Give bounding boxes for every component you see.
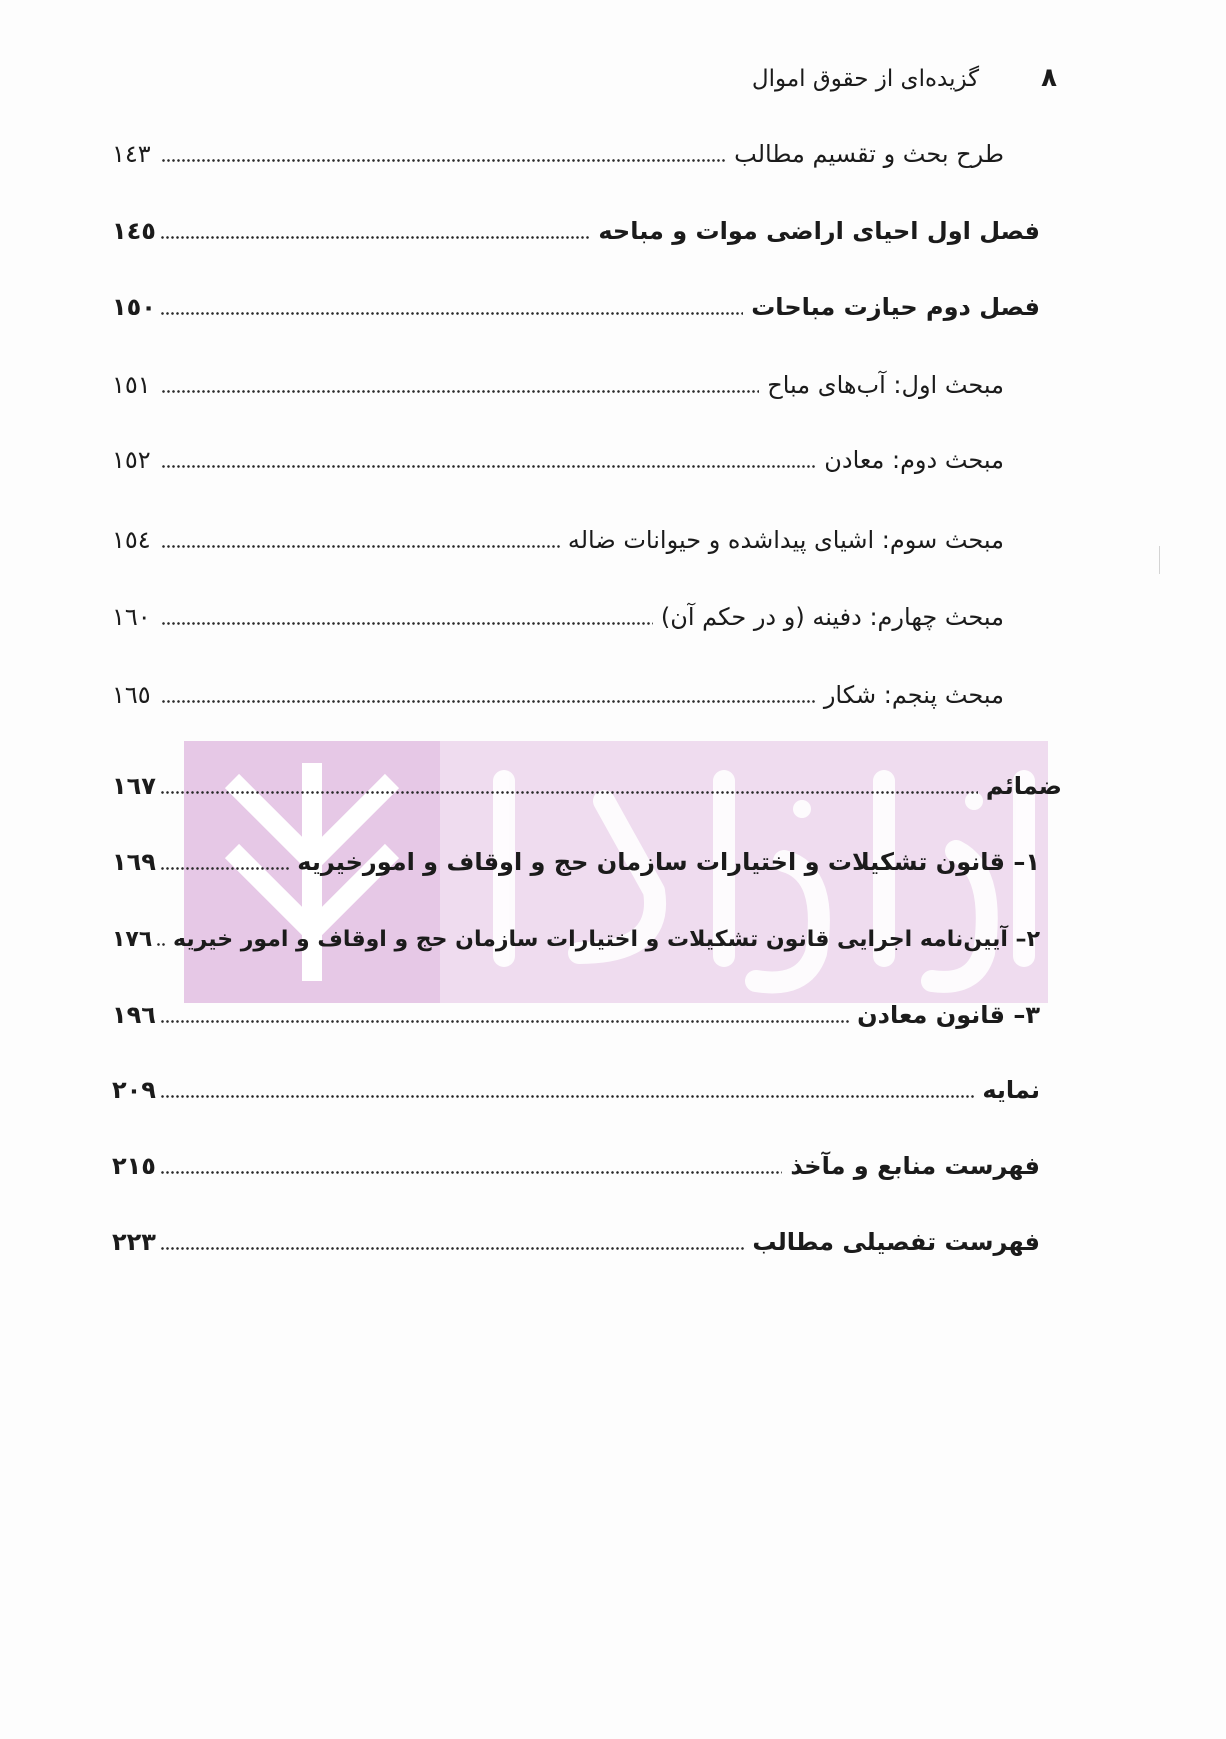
dot-leader — [156, 943, 165, 946]
toc-entry-title: ٣– قانون معادن — [857, 1001, 1040, 1029]
toc-entry — [112, 595, 1040, 639]
toc-entry — [112, 1144, 1040, 1188]
toc-entry — [112, 209, 1040, 253]
toc-entry-page: ٢١٥ — [112, 1152, 156, 1180]
page-number: ٨ — [1041, 63, 1057, 93]
toc-entry — [112, 132, 1040, 176]
toc-entry — [112, 1068, 1040, 1112]
toc-entry-title: مبحث سوم: اشیای پیداشده و حیوانات ضاله — [567, 526, 1004, 554]
toc-entry-title: فصل اول احیای اراضی موات و مباحه — [598, 217, 1040, 245]
toc-entry-title: ٢– آیین‌نامه اجرایی قانون تشکیلات و اختیارات سازمان حج و اوقاف و امور خیریه — [172, 927, 1040, 952]
toc-entry-title: طرح بحث و تقسیم مطالب — [734, 140, 1004, 168]
dot-leader — [161, 390, 760, 393]
dot-leader — [161, 465, 817, 468]
toc-entry — [112, 993, 1040, 1037]
toc-entry — [112, 363, 1040, 407]
toc-entry-page: ١٤٥ — [112, 217, 156, 245]
dot-leader — [160, 236, 590, 239]
dot-leader — [160, 1247, 744, 1250]
toc-entry-page: ١٥٢ — [112, 446, 151, 474]
dot-leader — [161, 545, 560, 548]
dot-leader — [160, 1171, 782, 1174]
toc-entry — [112, 918, 1040, 962]
toc-entry — [112, 1220, 1040, 1264]
toc-entry-page: ٢٢٣ — [112, 1228, 156, 1256]
toc-entry-title: فهرست منابع و مآخذ — [790, 1152, 1040, 1180]
toc-entry-page: ١٧٦ — [112, 927, 153, 952]
dot-leader — [160, 867, 289, 870]
dot-leader — [160, 1095, 974, 1098]
toc-entry — [112, 764, 1062, 808]
toc-entry — [112, 840, 1040, 884]
toc-entry-title: مبحث چهارم: دفینه (و در حکم آن) — [660, 603, 1004, 631]
toc-entry-title: فهرست تفصیلی مطالب — [752, 1228, 1040, 1256]
toc-entry — [112, 673, 1040, 717]
page-header — [752, 56, 1057, 100]
toc-entry-title: نمایه — [982, 1076, 1040, 1104]
dot-leader — [160, 791, 978, 794]
toc-entry-page: ٢٠٩ — [112, 1076, 156, 1104]
toc-entry-title: مبحث دوم: معادن — [824, 446, 1004, 474]
toc-entry-page: ١٤٣ — [112, 140, 151, 168]
toc-entry-page: ١٥٠ — [112, 293, 156, 321]
toc-entry-title: ١– قانون تشکیلات و اختیارات سازمان حج و اوقاف و امورخیریه — [297, 848, 1040, 876]
toc-entry-page: ١٦٥ — [112, 681, 151, 709]
toc-entry — [112, 438, 1040, 482]
toc-entry-title: ضمائم — [985, 772, 1062, 800]
toc-entry-title: مبحث پنجم: شکار — [823, 681, 1004, 709]
toc-entry-page: ١٦٧ — [112, 772, 156, 800]
toc-entry-page: ١٥١ — [112, 371, 151, 399]
toc-entry-page: ١٩٦ — [112, 1001, 156, 1029]
dot-leader — [161, 622, 653, 625]
dot-leader — [160, 1020, 849, 1023]
toc-entry — [112, 285, 1040, 329]
dot-leader — [160, 312, 743, 315]
toc-entry-page: ١٦٠ — [112, 603, 151, 631]
toc-entry — [112, 518, 1040, 562]
toc-entry-page: ١٥٤ — [112, 526, 151, 554]
running-title: گزیده‌ای از حقوق اموال — [751, 66, 980, 92]
scan-mark — [1159, 546, 1160, 574]
toc-entry-title: مبحث اول: آب‌های مباح — [767, 371, 1004, 399]
dot-leader — [161, 700, 816, 703]
dot-leader — [161, 159, 726, 162]
toc-entry-title: فصل دوم حیازت مباحات — [751, 293, 1040, 321]
toc-entry-page: ١٦٩ — [112, 848, 156, 876]
